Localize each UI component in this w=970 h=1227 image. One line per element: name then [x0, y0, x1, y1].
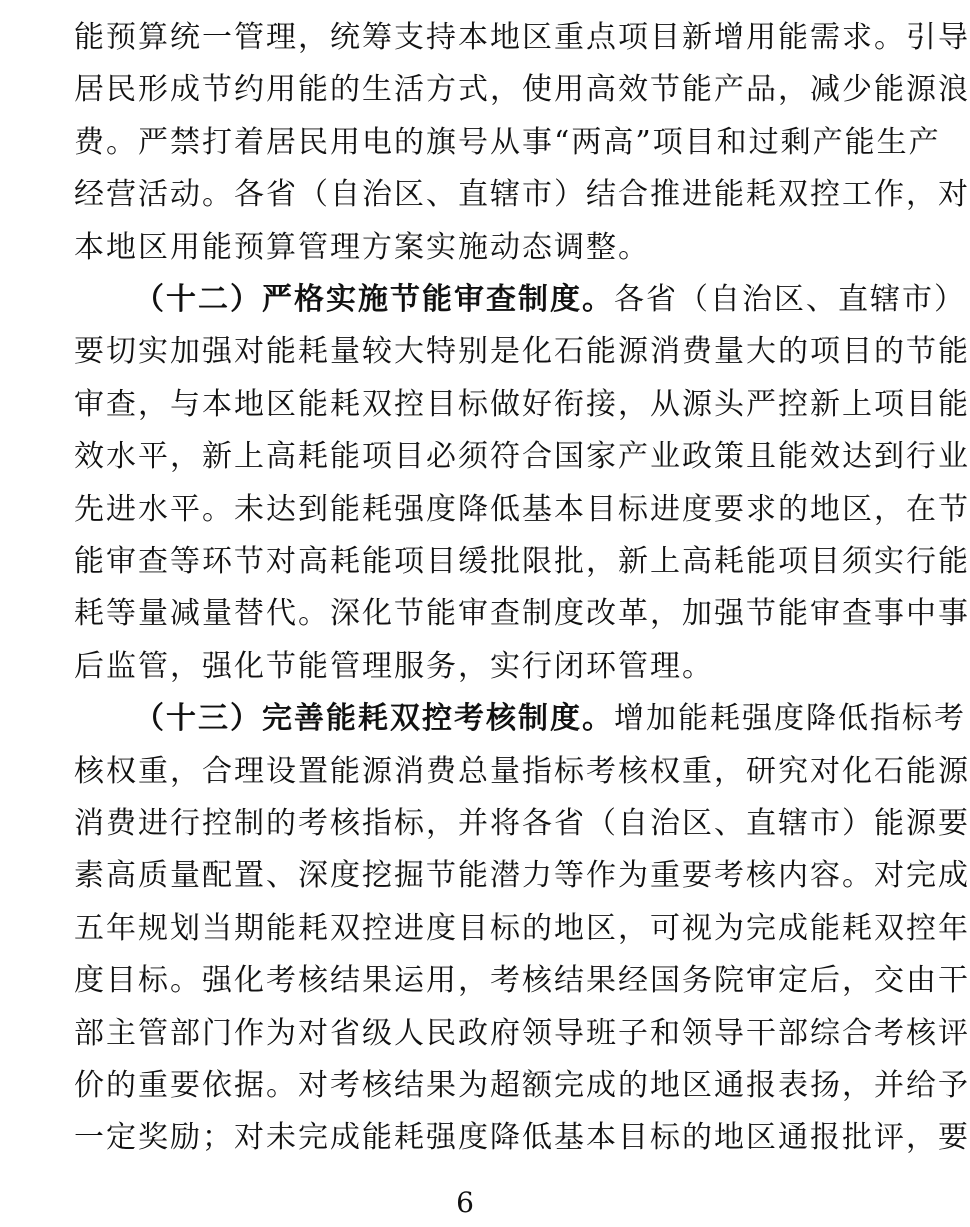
section-12-heading: （十二）严格实施节能审查制度。: [134, 282, 614, 317]
section-12-line: 效水平，新上高耗能项目必须符合国家产业政策且能效达到行业: [74, 439, 970, 474]
section-13-line: 核权重，合理设置能源消费总量指标考核权重，研究对化石能源: [74, 754, 970, 789]
section-13-line: 消费进行控制的考核指标，并将各省（自治区、直辖市）能源要: [74, 806, 970, 841]
page-number: 6: [456, 1186, 474, 1219]
section-13-line: 度目标。强化考核结果运用，考核结果经国务院审定后，交由干: [74, 963, 970, 998]
body-line: 能预算统一管理，统筹支持本地区重点项目新增用能需求。引导: [74, 20, 970, 55]
section-12-line: 要切实加强对能耗量较大特别是化石能源消费量大的项目的节能: [74, 334, 970, 369]
section-12-first-line: [134, 274, 966, 326]
section-12-line: 耗等量减量替代。深化节能审查制度改革，加强节能审查事中事: [74, 596, 970, 631]
section-12-line: 审查，与本地区能耗双控目标做好衔接，从源头严控新上项目能: [74, 387, 970, 422]
section-13-first-line-rest: 增加能耗强度降低指标考: [614, 701, 966, 736]
section-12-first-line-rest: 各省（自治区、直辖市）: [614, 282, 966, 317]
section-12-line: 先进水平。未达到能耗强度降低基本目标进度要求的地区，在节: [74, 492, 970, 527]
body-line: 费。严禁打着居民用电的旗号从事“两高”项目和过剩产能生产: [74, 125, 941, 160]
section-13-line: 价的重要依据。对考核结果为超额完成的地区通报表扬，并给予: [74, 1068, 970, 1103]
body-line: 经营活动。各省（自治区、直辖市）结合推进能耗双控工作，对: [74, 177, 970, 212]
section-13-first-line: [134, 693, 966, 745]
section-13-line: 一定奖励；对未完成能耗强度降低基本目标的地区通报批评，要: [74, 1120, 970, 1155]
section-13-line: 素高质量配置、深度挖掘节能潜力等作为重要考核内容。对完成: [74, 858, 970, 893]
section-12-line: 后监管，强化节能管理服务，实行闭环管理。: [74, 649, 714, 684]
section-13-line: 五年规划当期能耗双控进度目标的地区，可视为完成能耗双控年: [74, 911, 970, 946]
body-line: 居民形成节约用能的生活方式，使用高效节能产品，减少能源浪: [74, 72, 970, 107]
section-13-line: 部主管部门作为对省级人民政府领导班子和领导干部综合考核评: [74, 1016, 970, 1051]
body-line: 本地区用能预算管理方案实施动态调整。: [74, 230, 650, 265]
section-13-heading: （十三）完善能耗双控考核制度。: [134, 701, 614, 736]
section-12-line: 能审查等环节对高耗能项目缓批限批，新上高耗能项目须实行能: [74, 544, 970, 579]
